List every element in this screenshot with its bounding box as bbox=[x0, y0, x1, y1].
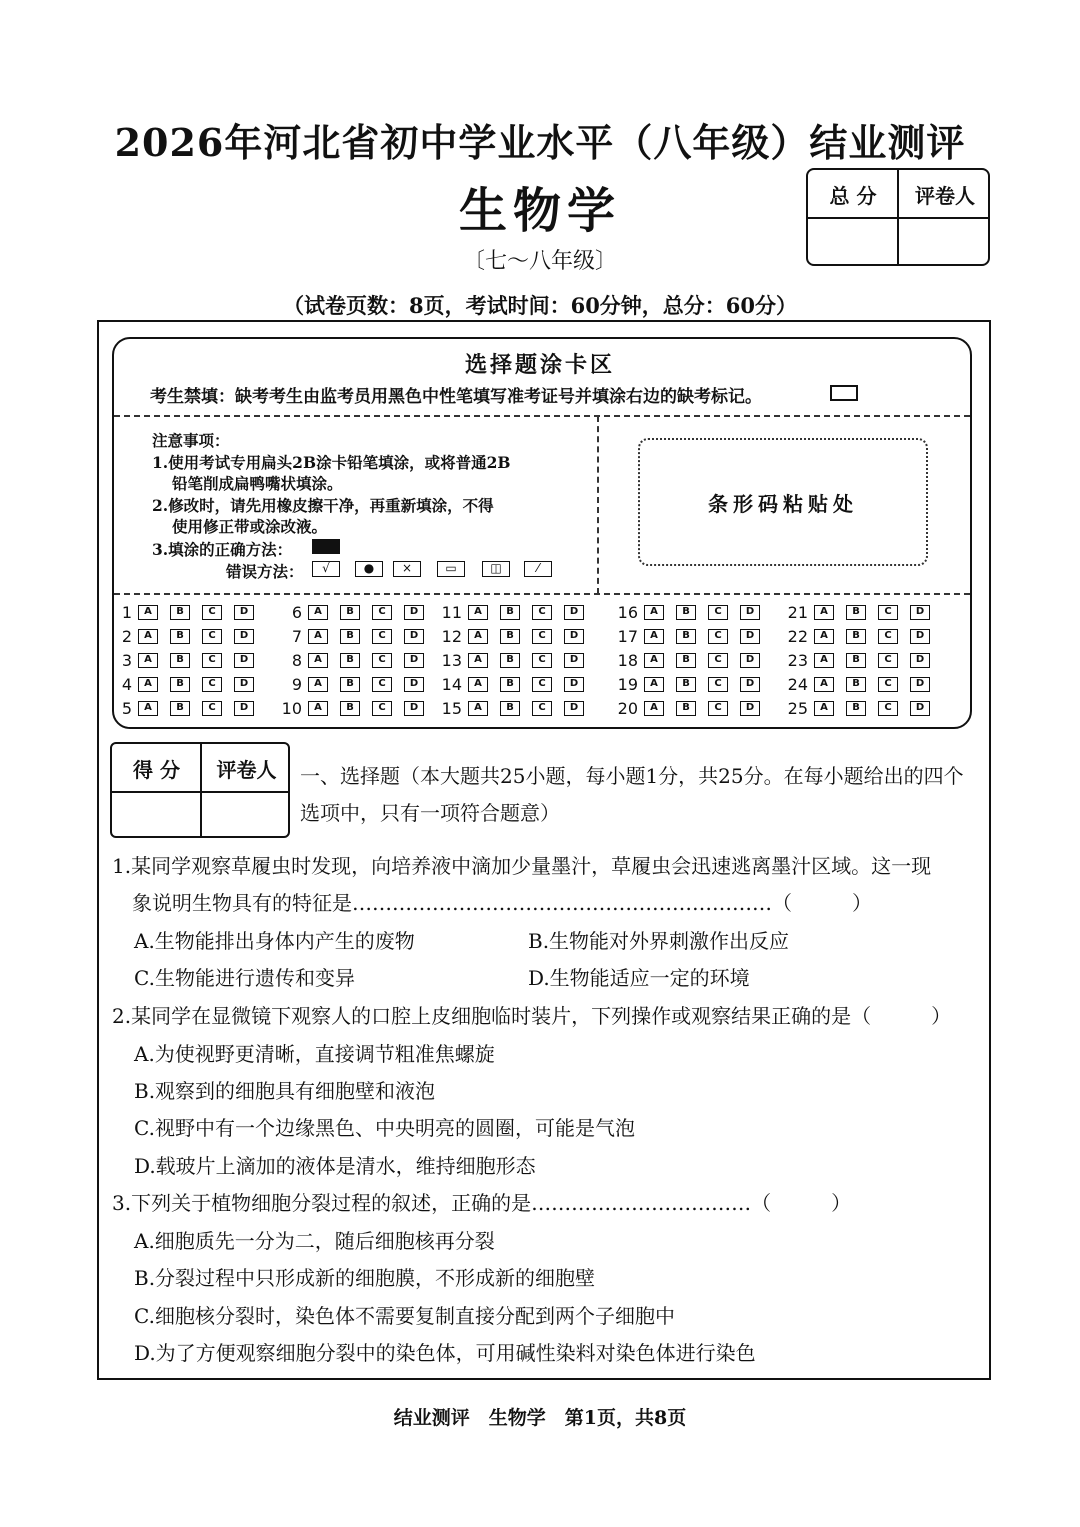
answer-bubble-15-a[interactable]: A bbox=[468, 701, 488, 716]
answer-row-5 bbox=[106, 699, 266, 718]
answer-bubble-6-c[interactable]: C bbox=[372, 605, 392, 620]
dashed-divider bbox=[597, 416, 599, 594]
dashed-divider bbox=[114, 415, 970, 417]
question-number: 12 bbox=[441, 627, 462, 646]
question-number: 21 bbox=[787, 603, 808, 622]
question-number: 7 bbox=[291, 627, 302, 646]
question-2-option-b: B.观察到的细胞具有细胞壁和液泡 bbox=[134, 1079, 436, 1103]
question-number: 2 bbox=[121, 627, 132, 646]
question-1-stem: 1.某同学观察草履虫时发现，向培养液中滴加少量墨汁，草履虫会迅速逃离墨汁区域。这一现 bbox=[112, 854, 932, 878]
question-3-option-b: B.分裂过程中只形成新的细胞膜，不形成新的细胞壁 bbox=[134, 1266, 596, 1290]
answer-bubble-12-b[interactable]: B bbox=[500, 629, 520, 644]
answer-bubble-22-b[interactable]: B bbox=[846, 629, 866, 644]
answer-row-17 bbox=[612, 627, 772, 646]
answer-bubble-20-a[interactable]: A bbox=[644, 701, 664, 716]
answer-bubble-7-a[interactable]: A bbox=[308, 629, 328, 644]
answer-bubble-23-b[interactable]: B bbox=[846, 653, 866, 668]
question-1-option-c: C.生物能进行遗传和变异 bbox=[134, 966, 355, 990]
answer-bubble-2-b[interactable]: B bbox=[170, 629, 190, 644]
section-grader-label: 评卷人 bbox=[216, 757, 277, 782]
answer-bubble-5-c[interactable]: C bbox=[202, 701, 222, 716]
answer-bubble-4-c[interactable]: C bbox=[202, 677, 222, 692]
answer-bubble-9-d[interactable]: D bbox=[404, 677, 424, 692]
answer-row-16 bbox=[612, 603, 772, 622]
answer-bubble-24-d[interactable]: D bbox=[910, 677, 930, 692]
question-2-stem: 2.某同学在显微镜下观察人的口腔上皮细胞临时装片，下列操作或观察结果正确的是（ ） bbox=[112, 1004, 952, 1028]
answer-bubble-19-a[interactable]: A bbox=[644, 677, 664, 692]
answer-bubble-23-d[interactable]: D bbox=[910, 653, 930, 668]
answer-bubble-10-c[interactable]: C bbox=[372, 701, 392, 716]
grader-label: 评卷人 bbox=[915, 183, 975, 208]
notes-title: 注意事项： bbox=[152, 431, 230, 450]
question-number: 16 bbox=[617, 603, 638, 622]
page-footer: 结业测评 生物学 第1页，共8页 bbox=[393, 1407, 687, 1429]
answer-bubble-20-d[interactable]: D bbox=[740, 701, 760, 716]
answer-bubble-22-d[interactable]: D bbox=[910, 629, 930, 644]
answer-bubble-17-c[interactable]: C bbox=[708, 629, 728, 644]
answer-bubble-7-d[interactable]: D bbox=[404, 629, 424, 644]
answer-bubble-23-a[interactable]: A bbox=[814, 653, 834, 668]
answer-bubble-25-c[interactable]: C bbox=[878, 701, 898, 716]
answer-row-18 bbox=[612, 651, 772, 670]
answer-bubble-22-c[interactable]: C bbox=[878, 629, 898, 644]
question-number: 25 bbox=[787, 699, 808, 718]
answer-bubble-9-c[interactable]: C bbox=[372, 677, 392, 692]
question-2-option-c: C.视野中有一个边缘黑色、中央明亮的圆圈，可能是气泡 bbox=[134, 1116, 635, 1140]
question-number: 19 bbox=[617, 675, 638, 694]
answer-bubble-16-a[interactable]: A bbox=[644, 605, 664, 620]
question-number: 22 bbox=[787, 627, 808, 646]
answer-bubble-4-d[interactable]: D bbox=[234, 677, 254, 692]
question-number: 14 bbox=[441, 675, 462, 694]
note-2-cont: 使用修正带或涂改液。 bbox=[172, 517, 328, 536]
total-score-table bbox=[806, 168, 990, 266]
answer-bubble-5-d[interactable]: D bbox=[234, 701, 254, 716]
answer-bubble-14-a[interactable]: A bbox=[468, 677, 488, 692]
answer-bubble-25-d[interactable]: D bbox=[910, 701, 930, 716]
answer-bubble-8-b[interactable]: B bbox=[340, 653, 360, 668]
divider bbox=[808, 217, 990, 219]
question-number: 17 bbox=[617, 627, 638, 646]
question-1-stem-cont: 象说明生物具有的特征是………………………………………………………（ ） bbox=[132, 891, 872, 915]
exam-title: 2026年河北省初中学业水平（八年级）结业测评 bbox=[114, 120, 966, 165]
answer-bubble-6-a[interactable]: A bbox=[308, 605, 328, 620]
answer-bubble-13-d[interactable]: D bbox=[564, 653, 584, 668]
answer-bubble-18-a[interactable]: A bbox=[644, 653, 664, 668]
answer-bubble-5-a[interactable]: A bbox=[138, 701, 158, 716]
answer-bubble-24-c[interactable]: C bbox=[878, 677, 898, 692]
answer-bubble-3-b[interactable]: B bbox=[170, 653, 190, 668]
question-number: 9 bbox=[291, 675, 302, 694]
question-number: 11 bbox=[441, 603, 462, 622]
answer-bubble-18-c[interactable]: C bbox=[708, 653, 728, 668]
answer-row-2 bbox=[106, 627, 266, 646]
note-3-correct-method: 3.填涂的正确方法： bbox=[152, 540, 293, 559]
answer-bubble-19-d[interactable]: D bbox=[740, 677, 760, 692]
note-2: 2.修改时，请先用橡皮擦干净，再重新填涂，不得 bbox=[152, 496, 494, 515]
total-score-label: 总 分 bbox=[829, 183, 877, 208]
answer-bubble-16-d[interactable]: D bbox=[740, 605, 760, 620]
answer-bubble-10-d[interactable]: D bbox=[404, 701, 424, 716]
answer-bubble-7-c[interactable]: C bbox=[372, 629, 392, 644]
answer-bubble-24-b[interactable]: B bbox=[846, 677, 866, 692]
answer-bubble-16-b[interactable]: B bbox=[676, 605, 696, 620]
answer-row-1 bbox=[106, 603, 266, 622]
answer-bubble-15-c[interactable]: C bbox=[532, 701, 552, 716]
question-number: 24 bbox=[787, 675, 808, 694]
answer-row-12 bbox=[436, 627, 596, 646]
answer-bubble-11-c[interactable]: C bbox=[532, 605, 552, 620]
question-number: 18 bbox=[617, 651, 638, 670]
barcode-label: 条形码粘贴处 bbox=[708, 491, 858, 516]
answer-bubble-17-d[interactable]: D bbox=[740, 629, 760, 644]
answer-bubble-7-b[interactable]: B bbox=[340, 629, 360, 644]
answer-bubble-20-c[interactable]: C bbox=[708, 701, 728, 716]
section-score-table bbox=[110, 742, 290, 838]
question-3-option-d: D.为了方便观察细胞分裂中的染色体，可用碱性染料对染色体进行染色 bbox=[134, 1341, 756, 1365]
question-number: 3 bbox=[121, 651, 132, 670]
answer-bubble-18-b[interactable]: B bbox=[676, 653, 696, 668]
question-1-option-d: D.生物能适应一定的环境 bbox=[528, 966, 750, 990]
answer-row-4 bbox=[106, 675, 266, 694]
answer-row-23 bbox=[782, 651, 942, 670]
section-score-cell[interactable] bbox=[112, 793, 201, 838]
question-3-option-a: A.细胞质先一分为二，随后细胞核再分裂 bbox=[134, 1229, 495, 1253]
answer-bubble-10-a[interactable]: A bbox=[308, 701, 328, 716]
answer-bubble-3-d[interactable]: D bbox=[234, 653, 254, 668]
absent-mark-box[interactable] bbox=[830, 385, 858, 401]
wrong-mark-check: √ bbox=[312, 561, 340, 577]
answer-bubble-10-b[interactable]: B bbox=[340, 701, 360, 716]
answer-bubble-8-c[interactable]: C bbox=[372, 653, 392, 668]
answer-bubble-11-a[interactable]: A bbox=[468, 605, 488, 620]
answer-bubble-9-b[interactable]: B bbox=[340, 677, 360, 692]
answer-row-14 bbox=[436, 675, 596, 694]
question-number: 4 bbox=[121, 675, 132, 694]
answer-bubble-1-a[interactable]: A bbox=[138, 605, 158, 620]
answer-bubble-6-d[interactable]: D bbox=[404, 605, 424, 620]
exam-info: （试卷页数：8页，考试时间：60分钟，总分：60分） bbox=[282, 293, 798, 318]
answer-bubble-21-d[interactable]: D bbox=[910, 605, 930, 620]
answer-bubble-17-b[interactable]: B bbox=[676, 629, 696, 644]
answer-row-11 bbox=[436, 603, 596, 622]
wrong-mark-dot: ● bbox=[355, 561, 383, 577]
answer-bubble-2-d[interactable]: D bbox=[234, 629, 254, 644]
question-3-option-c: C.细胞核分裂时，染色体不需要复制直接分配到两个子细胞中 bbox=[134, 1304, 675, 1328]
answer-bubble-1-c[interactable]: C bbox=[202, 605, 222, 620]
note-wrong-method: 错误方法： bbox=[226, 562, 304, 581]
answer-bubble-8-a[interactable]: A bbox=[308, 653, 328, 668]
subject-title: 生物学 bbox=[458, 183, 621, 239]
answer-bubble-20-b[interactable]: B bbox=[676, 701, 696, 716]
answer-bubble-16-c[interactable]: C bbox=[708, 605, 728, 620]
answer-row-22 bbox=[782, 627, 942, 646]
answer-bubble-2-c[interactable]: C bbox=[202, 629, 222, 644]
dashed-divider bbox=[114, 593, 970, 595]
question-number: 5 bbox=[121, 699, 132, 718]
answer-row-7 bbox=[276, 627, 436, 646]
answer-bubble-25-a[interactable]: A bbox=[814, 701, 834, 716]
answer-bubble-19-c[interactable]: C bbox=[708, 677, 728, 692]
answer-bubble-12-a[interactable]: A bbox=[468, 629, 488, 644]
wrong-mark-split: ◫ bbox=[482, 561, 510, 577]
answer-row-15 bbox=[436, 699, 596, 718]
answer-bubble-25-b[interactable]: B bbox=[846, 701, 866, 716]
answer-row-21 bbox=[782, 603, 942, 622]
answer-row-13 bbox=[436, 651, 596, 670]
answer-row-20 bbox=[612, 699, 772, 718]
answer-bubble-23-c[interactable]: C bbox=[878, 653, 898, 668]
answer-bubble-14-b[interactable]: B bbox=[500, 677, 520, 692]
answer-bubble-12-c[interactable]: C bbox=[532, 629, 552, 644]
answer-bubble-5-b[interactable]: B bbox=[170, 701, 190, 716]
answer-bubble-21-a[interactable]: A bbox=[814, 605, 834, 620]
question-3-stem: 3.下列关于植物细胞分裂过程的叙述，正确的是……………………………（ ） bbox=[112, 1191, 852, 1215]
answer-bubble-3-c[interactable]: C bbox=[202, 653, 222, 668]
section-1-title: 一、选择题（本大题共25小题，每小题1分，共25分。在每小题给出的四个 bbox=[300, 764, 964, 788]
question-1-option-b: B.生物能对外界刺激作出反应 bbox=[528, 929, 790, 953]
question-number: 8 bbox=[291, 651, 302, 670]
answer-bubble-13-b[interactable]: B bbox=[500, 653, 520, 668]
answer-bubble-4-b[interactable]: B bbox=[170, 677, 190, 692]
answer-row-8 bbox=[276, 651, 436, 670]
divider bbox=[112, 791, 290, 793]
question-number: 15 bbox=[441, 699, 462, 718]
answer-bubble-11-d[interactable]: D bbox=[564, 605, 584, 620]
section-1-title-cont: 选项中，只有一项符合题意） bbox=[300, 801, 560, 825]
question-number: 1 bbox=[121, 603, 132, 622]
answer-bubble-8-d[interactable]: D bbox=[404, 653, 424, 668]
note-1: 1.使用考试专用扁头2B涂卡铅笔填涂，或将普通2B bbox=[152, 453, 511, 472]
answer-bubble-4-a[interactable]: A bbox=[138, 677, 158, 692]
question-1-option-a: A.生物能排出身体内产生的废物 bbox=[134, 929, 415, 953]
section-score-label: 得 分 bbox=[133, 757, 180, 782]
answer-bubble-13-c[interactable]: C bbox=[532, 653, 552, 668]
correct-fill-sample bbox=[312, 539, 340, 554]
answer-bubble-21-c[interactable]: C bbox=[878, 605, 898, 620]
answer-card-title: 选择题涂卡区 bbox=[464, 352, 615, 378]
question-number: 23 bbox=[787, 651, 808, 670]
answer-bubble-15-b[interactable]: B bbox=[500, 701, 520, 716]
answer-bubble-15-d[interactable]: D bbox=[564, 701, 584, 716]
answer-row-24 bbox=[782, 675, 942, 694]
answer-row-10 bbox=[276, 699, 436, 718]
answer-bubble-17-a[interactable]: A bbox=[644, 629, 664, 644]
question-2-option-d: D.载玻片上滴加的液体是清水，维持细胞形态 bbox=[134, 1154, 536, 1178]
grade-range: 〔七～八年级〕 bbox=[462, 249, 617, 274]
question-number: 13 bbox=[441, 651, 462, 670]
answer-bubble-11-b[interactable]: B bbox=[500, 605, 520, 620]
answer-bubble-18-d[interactable]: D bbox=[740, 653, 760, 668]
answer-bubble-19-b[interactable]: B bbox=[676, 677, 696, 692]
answer-bubble-1-b[interactable]: B bbox=[170, 605, 190, 620]
barcode-area bbox=[638, 438, 928, 566]
answer-bubble-13-a[interactable]: A bbox=[468, 653, 488, 668]
answer-row-6 bbox=[276, 603, 436, 622]
section-grader-cell[interactable] bbox=[202, 793, 290, 838]
answer-bubble-14-d[interactable]: D bbox=[564, 677, 584, 692]
answer-bubble-3-a[interactable]: A bbox=[138, 653, 158, 668]
answer-bubble-21-b[interactable]: B bbox=[846, 605, 866, 620]
wrong-mark-slash: ⁄ bbox=[524, 561, 552, 577]
answer-row-25 bbox=[782, 699, 942, 718]
question-number: 6 bbox=[291, 603, 302, 622]
answer-bubble-9-a[interactable]: A bbox=[308, 677, 328, 692]
total-score-cell[interactable] bbox=[808, 219, 898, 266]
answer-bubble-12-d[interactable]: D bbox=[564, 629, 584, 644]
answer-bubble-6-b[interactable]: B bbox=[340, 605, 360, 620]
wrong-mark-line: ▭ bbox=[437, 561, 465, 577]
grader-cell[interactable] bbox=[900, 219, 990, 266]
answer-bubble-2-a[interactable]: A bbox=[138, 629, 158, 644]
question-2-option-a: A.为使视野更清晰，直接调节粗准焦螺旋 bbox=[134, 1042, 495, 1066]
question-number: 20 bbox=[617, 699, 638, 718]
answer-bubble-1-d[interactable]: D bbox=[234, 605, 254, 620]
wrong-mark-cross: × bbox=[393, 561, 421, 577]
answer-row-19 bbox=[612, 675, 772, 694]
answer-bubble-22-a[interactable]: A bbox=[814, 629, 834, 644]
answer-row-3 bbox=[106, 651, 266, 670]
answer-row-9 bbox=[276, 675, 436, 694]
absent-notice: 考生禁填：缺考考生由监考员用黑色中性笔填写准考证号并填涂右边的缺考标记。 bbox=[150, 387, 762, 407]
question-number: 10 bbox=[281, 699, 302, 718]
note-1-cont: 铅笔削成扁鸭嘴状填涂。 bbox=[172, 474, 343, 493]
answer-bubble-24-a[interactable]: A bbox=[814, 677, 834, 692]
answer-bubble-14-c[interactable]: C bbox=[532, 677, 552, 692]
